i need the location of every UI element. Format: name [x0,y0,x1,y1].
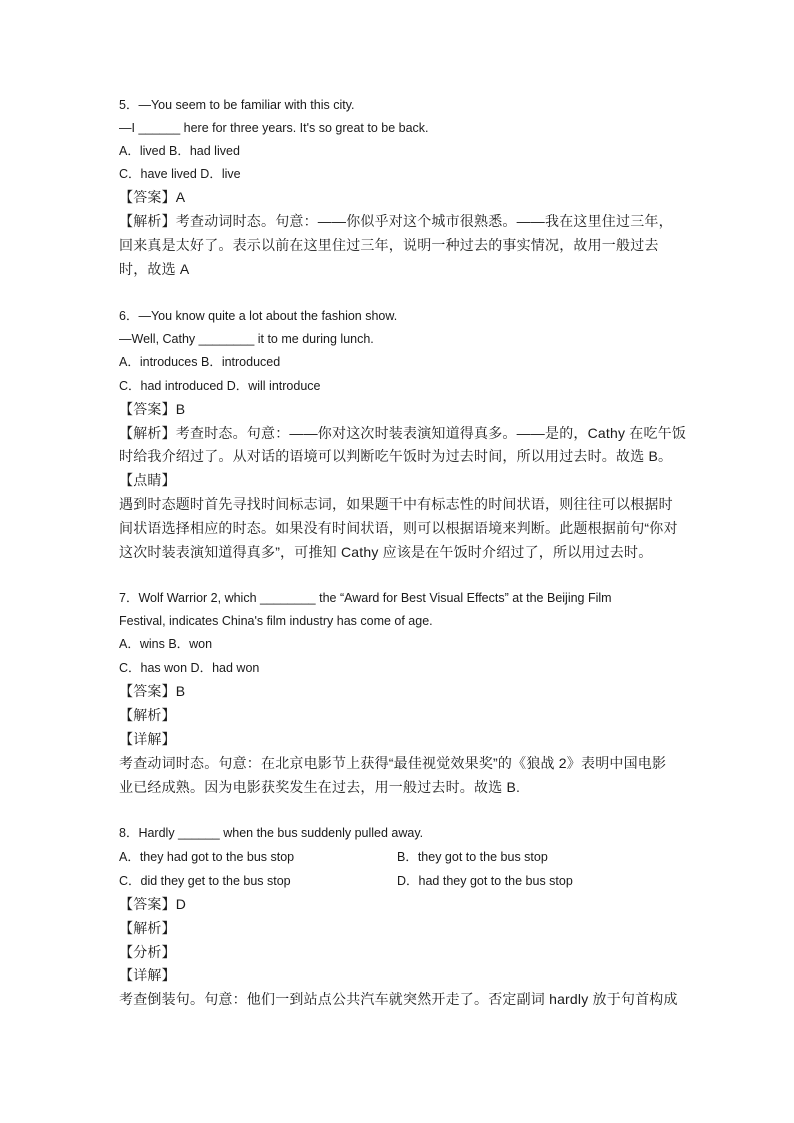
q6-line2: —Well, Cathy ________ it to me during lunch. [119,332,374,346]
q8-option-c: C．did they get to the bus stop [119,874,291,888]
q8-option-a: A．they had got to the bus stop [119,850,295,864]
q6-tip-label: 【点睛】 [119,472,176,488]
q5-line2: —I ______ here for three years. It's so great to be back. [119,121,429,135]
q5-options-ab: A．lived B．had lived [119,144,240,158]
q5-stem: 5．—You seem to be familiar with this city. [119,98,355,112]
q8-analysis-label: 【解析】 [119,920,176,936]
q7-options-ab: A．wins B．won [119,637,213,651]
q5-answer: 【答案】A [119,189,186,205]
q7-analysis-label: 【解析】 [119,707,176,723]
q6-options-ab: A．introduces B．introduced [119,355,281,369]
q6-analysis-1: 【解析】考查时态。句意：——你对这次时装表演知道得真多。——是的，Cathy 在吃午饭 [119,425,687,441]
q7-line2: Festival, indicates China's film industry has come of age. [119,614,433,628]
q7-stem: 7．Wolf Warrior 2, which ________ the “Award for Best Visual Effects” at the Beijing Film [119,591,612,605]
q8-stem: 8．Hardly ______ when the bus suddenly pulled away. [119,826,424,840]
q6-stem: 6．—You know quite a lot about the fashion show. [119,309,398,323]
q8-option-d: D．had they got to the bus stop [397,874,573,888]
q6-tip-1: 遇到时态题时首先寻找时间标志词，如果题干中有标志性的时间状语，则往往可以根据时 [119,496,673,512]
q5-options-cd: C．have lived D．live [119,167,241,181]
q7-options-cd: C．has won D．had won [119,661,260,675]
q6-analysis-2: 时给我介绍过了。从对话的语境可以判断吃午饭时为过去时间，所以用过去时。故选 B。 [119,448,673,464]
q8-detail-label: 【详解】 [119,967,176,983]
q6-answer: 【答案】B [119,401,186,417]
q7-detail-1: 考查动词时态。句意：在北京电影节上获得“最佳视觉效果奖”的《狼战 2》表明中国电影 [119,755,667,771]
q7-detail-2: 业已经成熟。因为电影获奖发生在过去，用一般过去时。故选 B. [119,779,521,795]
q8-option-b: B．they got to the bus stop [397,850,548,864]
q7-detail-label: 【详解】 [119,731,176,747]
q6-options-cd: C．had introduced D．will introduce [119,379,321,393]
q6-tip-2: 间状语选择相应的时态。如果没有时间状语，则可以根据语境来判断。此题根据前句“你对 [119,520,678,536]
q5-analysis-3: 时，故选 A [119,261,190,277]
q7-answer: 【答案】B [119,683,186,699]
q5-analysis-1: 【解析】考查动词时态。句意：——你似乎对这个城市很熟悉。——我在这里住过三年， [119,213,673,229]
q6-tip-3: 这次时装表演知道得真多”，可推知 Cathy 应该是在午饭时介绍过了，所以用过去时。 [119,544,653,560]
q8-answer: 【答案】D [119,896,187,912]
q8-detail-1: 考查倒装句。句意：他们一到站点公共汽车就突然开走了。否定副词 hardly 放于句首构成 [119,991,678,1007]
q8-fenxi-label: 【分析】 [119,944,176,960]
q5-analysis-2: 回来真是太好了。表示以前在这里住过三年，说明一种过去的事实情况，故用一般过去 [119,237,659,253]
